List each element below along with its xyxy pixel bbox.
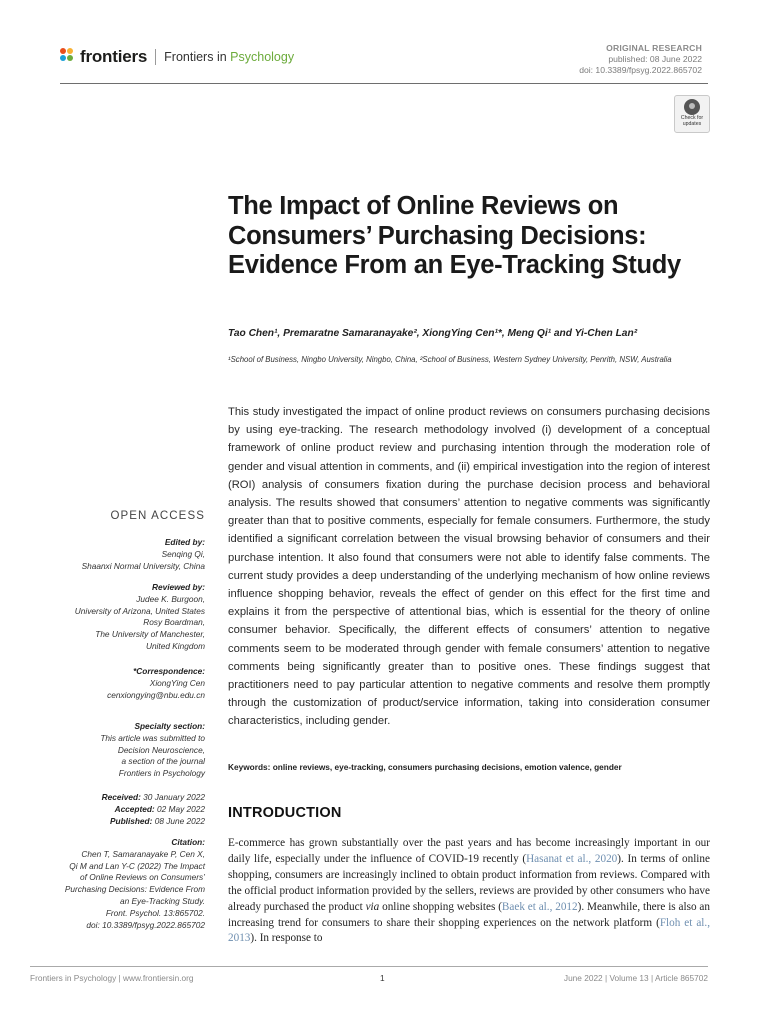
keywords-values: online reviews, eye-tracking, consumers purchasing decisions, emotion valence, gender [272,762,622,772]
keywords-label: Keywords: [228,762,271,772]
page-number: 1 [380,973,385,983]
edited-by: Edited by: Senqing Qi, Shaanxi Normal University, China [81,537,205,571]
brand-name: frontiers [80,47,148,66]
reviewed-by: Reviewed by: Judee K. Burgoon, University of Arizona, United States Rosy Boardman, The University of Manchester, United Kingdom [74,582,205,651]
citation-link[interactable]: Hasanat et al., 2020 [526,852,618,865]
citation-link[interactable]: Floh et al., 2013 [228,916,711,945]
check-label: Check for updates [680,115,704,127]
published-date: published: 08 June 2022 [608,53,702,64]
keywords [228,762,708,772]
footer-journal[interactable]: Frontiers in Psychology | www.frontiersin.org [30,973,194,983]
divider [155,49,156,65]
correspondence: *Correspondence: XiongYing Cen cenxiongying@nbu.edu.cn [40,666,205,701]
abstract: This study investigated the impact of online product reviews on consumers purchasing decisions by using eye-tracking. The research methodology involved (i) development of a conceptual framework of online product review and purchasing intention through the moderation role of gender and visual attention in comments, and (ii) empirical investigation into the region of interest (ROI) analysis of consumers fixation during the purchase decision process and behavioral analysis. The results showed that consumers’ attention to negative comments was significantly greater than that to positive comments, especially for female consumers. Furthermore, the study identified a significant correlation between the visual browsing behavior of consumers and their purchase intention. It also found that consumers were not able to identify false comments. The current study provides a deep understanding of the underlying mechanism of how online reviews influence shopping behavior, reveals the effect of gender on this effect for the first time and explains it from the perspective of attentional bias, which is essential for the theory of online consumer behavior. Specifically, the different effects of consumers’ attention to negative comments seem to be moderated through gender with female consumers’ attention to negative comments being significantly greater than to positive ones. These findings suggest that practitioners need to pay particular attention to negative comments and resolve them promptly through the customization of product/service information, taking into consideration consumer characteristics, including gender. [228,406,710,728]
affiliations: ¹School of Business, Ningbo University, Ningbo, China, ²School of Business, Western Sydney University, Penrith, NSW, Australia [228,355,672,364]
citation-link[interactable]: Baek et al., 2012 [501,900,578,913]
section-heading: INTRODUCTION [228,805,342,821]
article-meta [579,43,702,75]
citation: Citation: Chen T, Samaranayake P, Cen X, Qi M and Lan Y-C (2022) The Impact of Online Reviews on Consumers’ Purchasing Decisions: Evidence From an Eye-Tracking Study. Front. Psychol. 13:865702. doi: 10.3389/fpsyg.2022.865702 [64,837,205,930]
open-access-label: OPEN ACCESS [110,510,205,522]
header-rule [60,83,708,84]
dates: Received: 30 January 2022 Accepted: 02 May 2022 Published: 08 June 2022 [101,792,205,826]
correspondence-email[interactable]: cenxiongying@nbu.edu.cn [107,689,205,700]
article-title: The Impact of Online Reviews on Consumers’ Purchasing Decisions: Evidence From an Eye-Tracking Study [228,192,681,279]
journal-name: Frontiers in Psychology [164,50,295,64]
check-for-updates-button[interactable] [674,95,710,133]
introduction-paragraph: E-commerce has grown substantially over the past years and has become increasingly important in our daily life, especially under the influence of COVID-19 recently (Hasanat et al., 2020). In terms of online shopping, consumers are increasingly inclined to obtain product information from reviews. Compared with the official product information provided by the sellers, reviews are provided by other consumers who have already purchased the product via online shopping websites (Baek et al., 2012). Meanwhile, there is also an increasing trend for consumers to share their shopping experiences on the network platform (Floh et al., 2013). In response to [228,837,711,945]
article-type: ORIGINAL RESEARCH [606,43,702,53]
doi[interactable]: doi: 10.3389/fpsyg.2022.865702 [579,64,702,75]
footer-rule [30,966,708,967]
specialty-section: Specialty section: This article was submitted to Decision Neuroscience, a section of the journal Frontiers in Psychology [100,721,205,779]
footer-issue: June 2022 | Volume 13 | Article 865702 [563,973,708,983]
crossmark-icon [684,99,700,115]
author-list: Tao Chen¹, Premaratne Samaranayake², XiongYing Cen¹*, Meng Qi¹ and Yi-Chen Lan² [228,328,638,339]
journal-logo[interactable] [60,46,294,68]
frontiers-logo-icon [60,48,76,66]
